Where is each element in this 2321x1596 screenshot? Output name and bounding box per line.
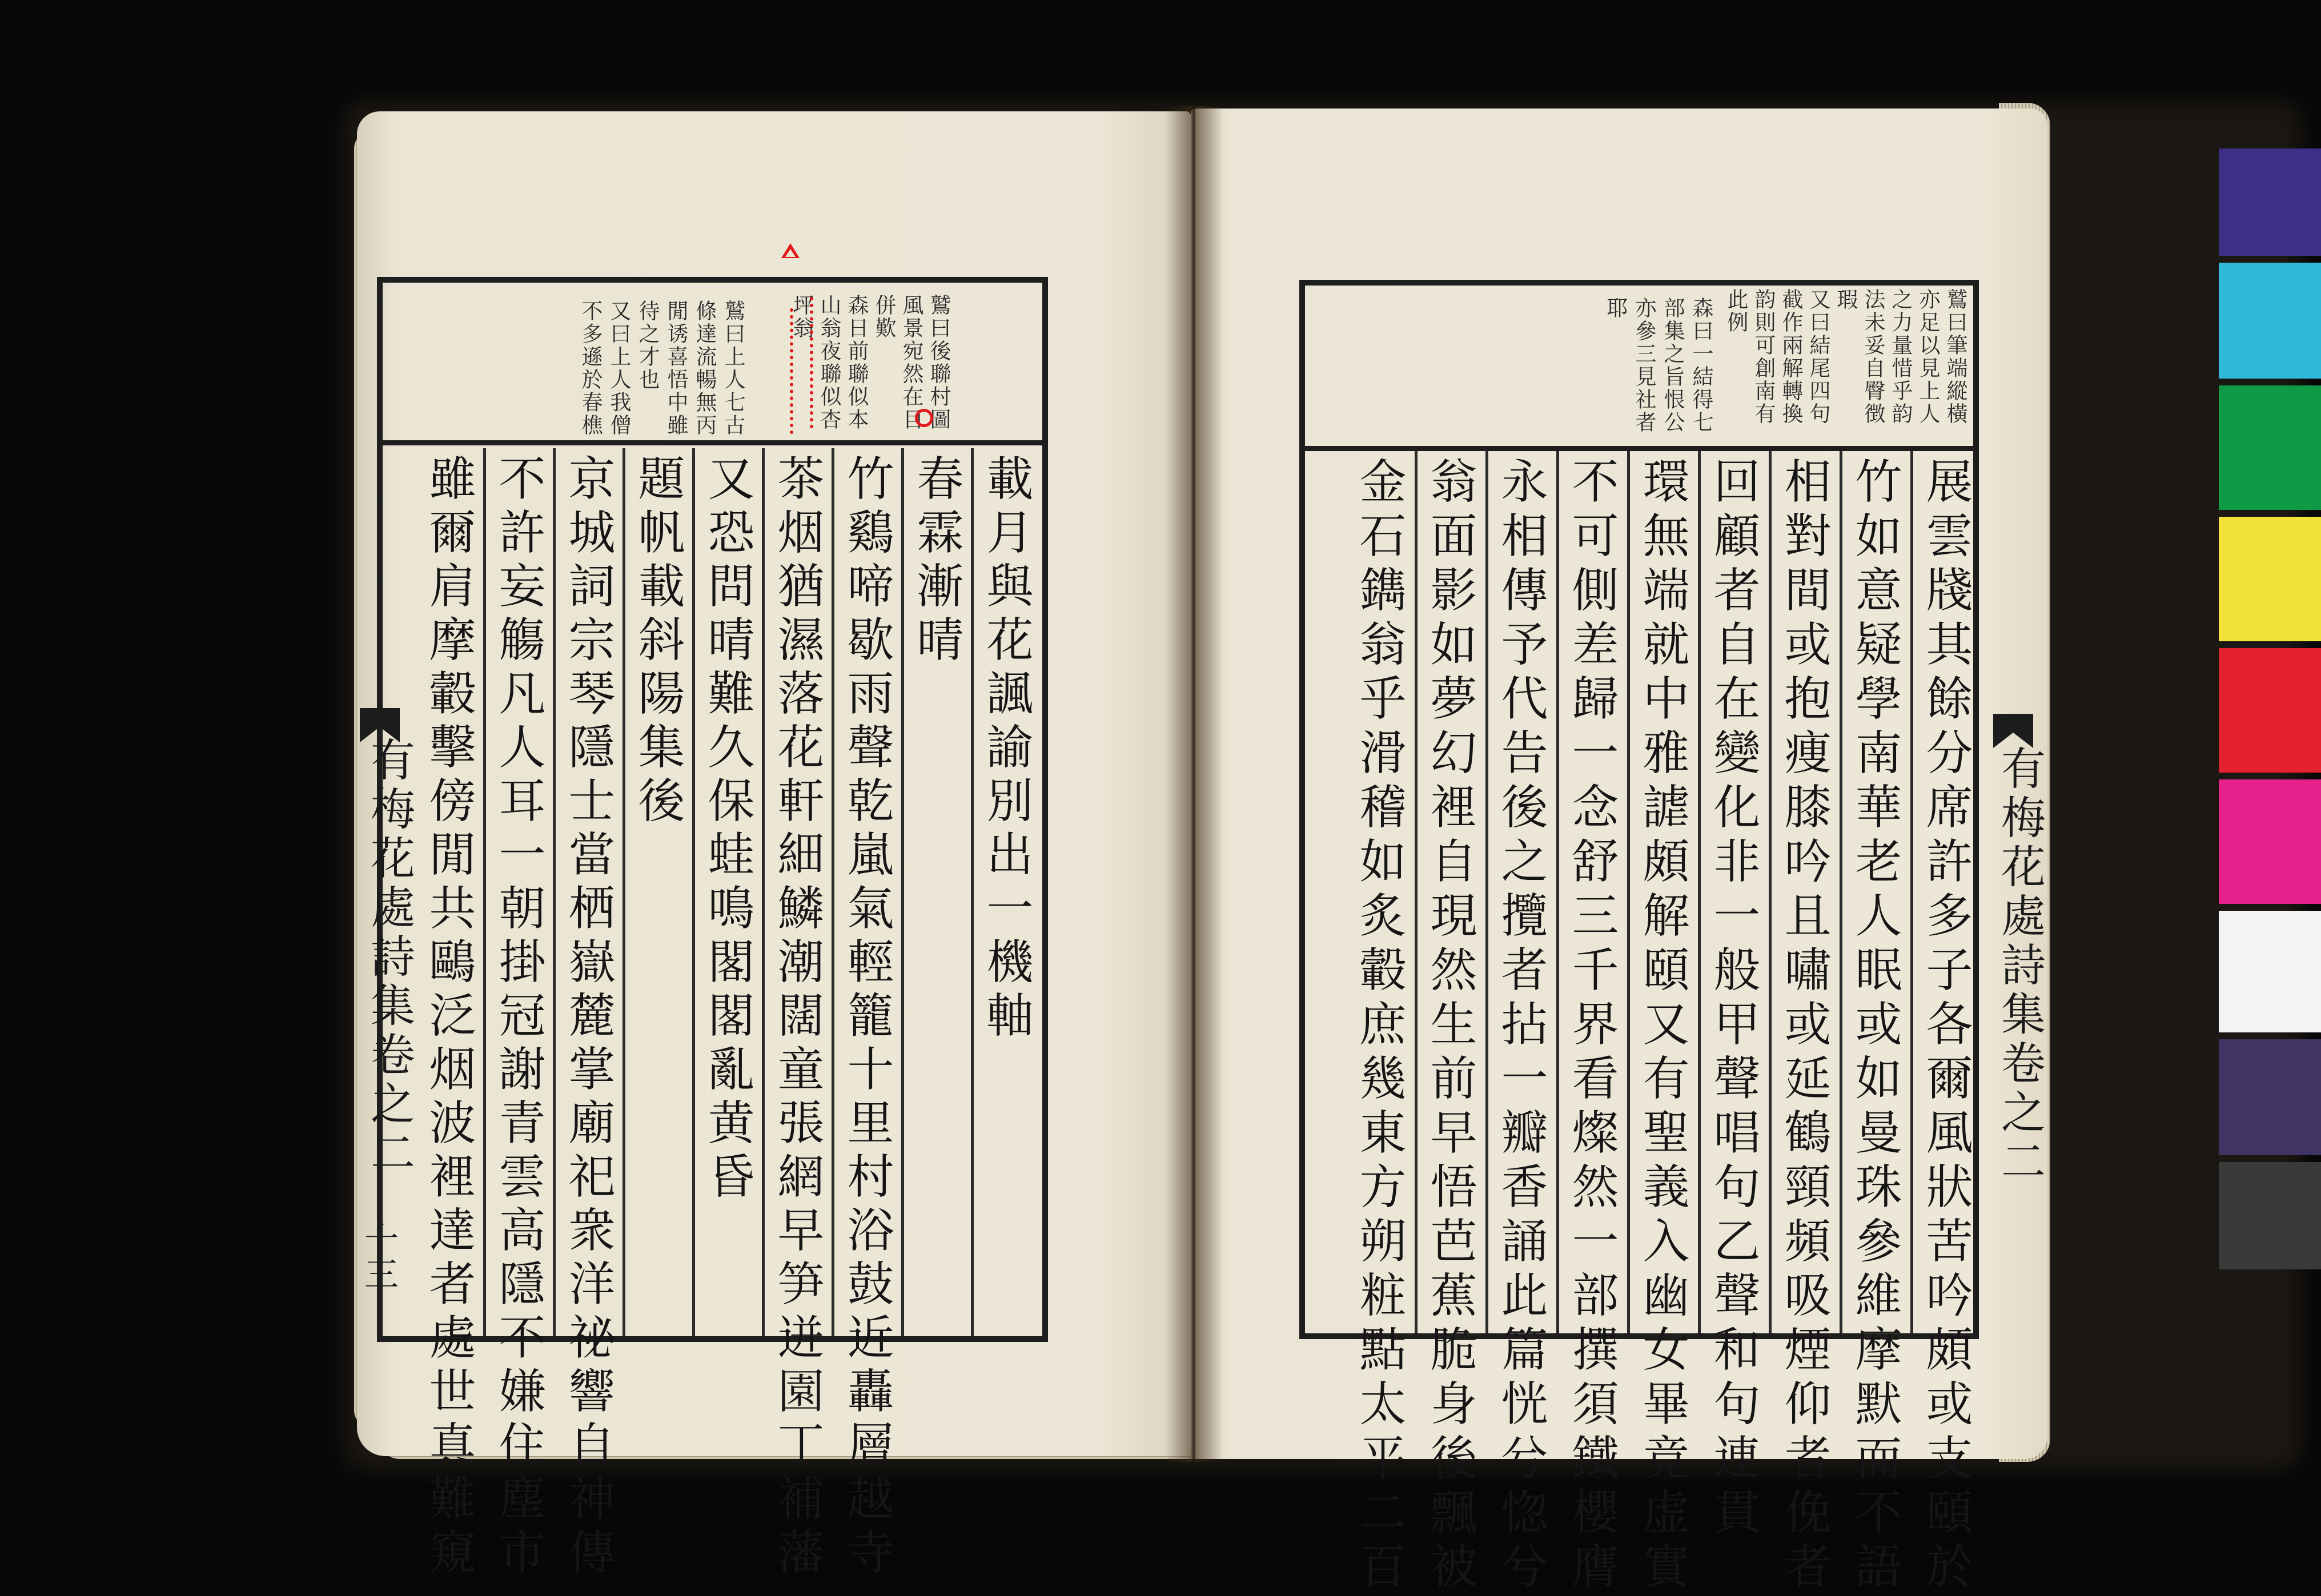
right-text-column-2: 竹如意疑學南華老人眠或如曼珠參維摩默而不語 [1848, 457, 1902, 1596]
left-header-note-12: 不多遜於春樵 [578, 300, 603, 437]
column-rule [623, 448, 625, 1336]
left-text-column-2: 春霖漸晴 [909, 454, 963, 669]
color-swatch [2219, 263, 2321, 379]
right-header-note-7: 截作兩解轉換 [1778, 288, 1803, 425]
right-text-column-5: 環無端就中雅謔頗解頤又有聖義入幽女畢竟虚實 [1635, 457, 1689, 1596]
right-spine-title: 有梅花處詩集卷之二 [1994, 745, 2045, 1187]
right-text-column-4: 回顧者自在變化非一般甲聲唱句乙聲和句連貫 [1706, 457, 1760, 1542]
left-text-column-8: 不許妄觴凡人耳一朝掛冠謝青雲高隱不嫌住塵市 [491, 454, 545, 1581]
left-text-column-9: 雖爾肩摩轂擊傍閒共鷗泛烟波裡達者處世真難窺 [421, 454, 476, 1581]
left-header-note-10: 待之才也 [635, 300, 660, 391]
column-rule [1769, 451, 1772, 1333]
left-text-column-6: 題帆載斜陽集後 [631, 454, 685, 830]
column-rule [692, 448, 695, 1336]
right-fishtail-top [1993, 714, 2033, 748]
right-header-note-1: 鷲曰筆端縱橫 [1943, 288, 1967, 425]
right-text-column-9: 金石鐫翁乎滑稽如炙轂庶幾東方朔粧點太平二百 [1352, 457, 1406, 1596]
column-rule [1627, 451, 1630, 1333]
column-rule [1415, 451, 1418, 1333]
left-header-note-11: 又曰上人我僧 [607, 300, 631, 437]
red-dotted-line-2 [790, 308, 793, 434]
color-swatch [2219, 779, 2321, 904]
right-header-note-13: 耶 [1603, 297, 1628, 320]
left-text-column-7: 京城詞宗琴隱士當栖嶽麓掌廟祀衆洋祕響自神傳 [561, 454, 615, 1581]
left-header-note-8: 條達流暢無丙 [692, 300, 717, 437]
right-header-note-5: 瑕 [1833, 288, 1858, 311]
right-header-note-2: 亦足以見上人 [1916, 288, 1940, 425]
right-header-note-11: 部集之旨恨公 [1660, 297, 1685, 434]
right-header-note-12: 亦參三見社者 [1632, 297, 1656, 434]
red-dotted-line-1 [810, 297, 813, 428]
left-header-note-3: 併歎 [872, 294, 896, 340]
column-rule [1840, 451, 1842, 1333]
right-header-note-3: 之力量惜乎韵 [1888, 288, 1913, 425]
right-text-column-8: 翁面影如夢幻裡自現然生前早悟芭蕉脆身後飄被 [1423, 457, 1477, 1596]
column-rule [832, 448, 834, 1336]
book-gutter [1165, 106, 1222, 1462]
column-rule [1698, 451, 1701, 1333]
color-swatch [2219, 385, 2321, 510]
color-swatch [2219, 1039, 2321, 1155]
red-triangle-mark-inner [785, 249, 796, 257]
left-text-column-5: 又恐問晴難久保蛙鳴閣閣亂黄昏 [700, 454, 754, 1205]
right-header-note-8: 韵則可創南有 [1751, 288, 1776, 425]
red-circle-mark [915, 409, 933, 427]
left-header-note-2: 風景宛然在目 [899, 294, 923, 431]
right-text-column-6: 不可側差歸一念舒三千界看燦然一部撰須鐵櫻膺 [1564, 457, 1619, 1596]
column-rule [762, 448, 765, 1336]
right-header-note-6: 又曰結尾四句 [1806, 288, 1830, 425]
left-header-note-5: 山翁夜聯似杏 [817, 294, 841, 431]
color-swatch [2219, 911, 2321, 1032]
left-page [357, 111, 1191, 1581]
color-swatch [2219, 648, 2321, 773]
right-header-note-4: 法未妥自臀徴 [1861, 288, 1885, 425]
column-rule [1556, 451, 1559, 1333]
right-header-note-9: 此例 [1724, 288, 1748, 334]
color-swatch [2219, 517, 2321, 641]
color-swatch [2219, 148, 2321, 256]
left-header-note-6: 坪翁 [789, 294, 814, 340]
left-text-column-3: 竹鷄啼歇雨聲乾嵐氣輕籠十里村浴鼓近轟層越寺 [840, 454, 894, 1581]
left-page-number: 十三 [359, 1222, 399, 1291]
color-checker-strip [2219, 148, 2321, 1268]
left-text-column-4: 茶烟猶濕落花軒細鱗潮闊童張網早笋迸園丁補藩 [770, 454, 824, 1581]
column-rule [1485, 451, 1488, 1333]
right-header-note-10: 森曰一結得七 [1689, 297, 1713, 434]
left-header-note-1: 鷲曰後聯村圖 [926, 294, 951, 431]
column-rule [971, 448, 974, 1336]
left-header-note-9: 閒诱喜悟中雖 [664, 300, 688, 437]
left-header-note-7: 鷲曰上人七古 [721, 300, 745, 437]
column-rule [1910, 451, 1913, 1333]
column-rule [483, 448, 486, 1336]
column-rule [553, 448, 556, 1336]
right-text-column-7: 永相傳予代告後之攬者拈一瓣香誦此篇恍兮惚兮 [1493, 457, 1548, 1596]
column-rule [901, 448, 904, 1336]
color-swatch [2219, 1162, 2321, 1269]
right-text-column-1: 展雲牋其餘分席許多子各爾風狀苦吟頗或支頤於 [1918, 457, 1973, 1596]
right-text-column-3: 相對間或抱痩膝吟且嘯或延鶴頸頻吸煙仰者俛者 [1777, 457, 1831, 1596]
left-text-column-1: 載月與花諷諭別出一機軸 [979, 454, 1033, 1044]
left-spine-title: 有梅花處詩集卷之二 [363, 737, 415, 1179]
left-header-note-4: 森日前聯似本 [844, 294, 869, 431]
right-page [1191, 108, 2047, 1596]
